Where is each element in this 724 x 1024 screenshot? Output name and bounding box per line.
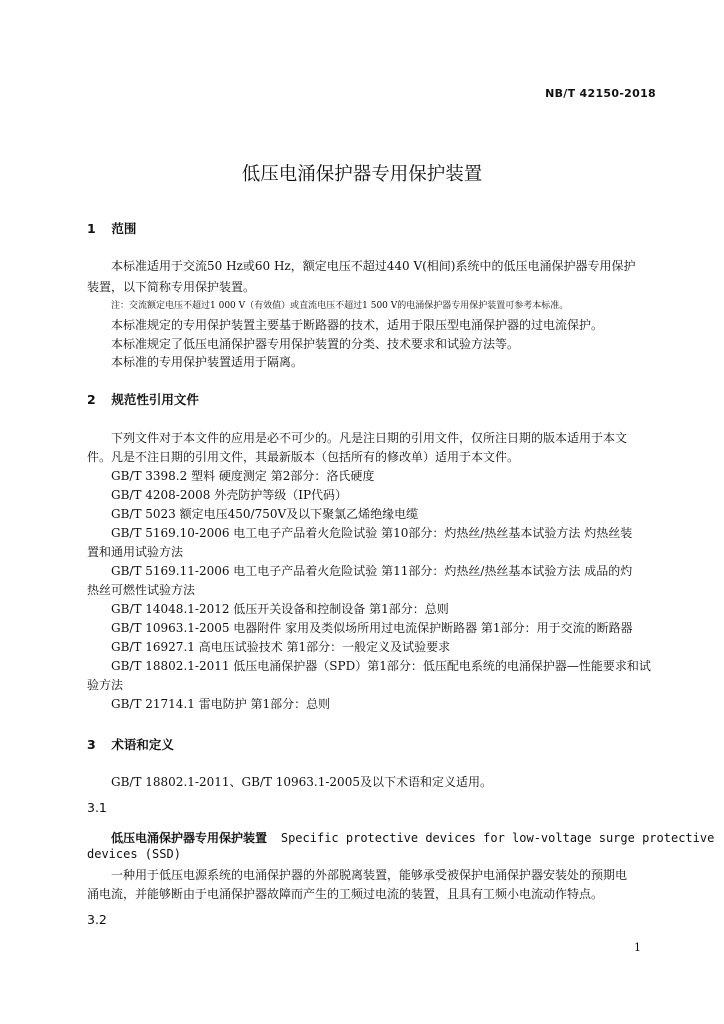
reference-item: GB/T 10963.1-2005 电器附件 家用及类似场所用过电流保护断路器 第1部分：用于交流的断路器: [111, 621, 633, 635]
section-3-heading: [87, 735, 174, 753]
section-number: 1: [87, 221, 96, 236]
reference-item: 置和通用试验方法: [87, 545, 184, 559]
paragraph: 本标准规定的专用保护装置主要基于断路器的技术，适用于限压型电涌保护器的过电流保护。: [111, 318, 604, 332]
section-1-heading: [87, 219, 136, 237]
reference-item: GB/T 14048.1-2012 低压开关设备和控制设备 第1部分：总则: [111, 602, 449, 616]
reference-item: GB/T 18802.1-2011 低压电涌保护器（SPD）第1部分：低压配电系统的电涌保护器—性能要求和试: [111, 659, 651, 673]
section-number: 2: [87, 392, 96, 407]
reference-item: GB/T 5023 额定电压450/750V及以下聚氯乙烯绝缘电缆: [111, 507, 419, 521]
reference-item: 热丝可燃性试验方法: [87, 583, 196, 597]
term-chinese: 低压电涌保护器专用保护装置: [111, 831, 268, 845]
section-title: 术语和定义: [111, 737, 174, 752]
section-title: 规范性引用文件: [111, 392, 199, 407]
page-number: 1: [634, 941, 641, 954]
subsection-number: 3.2: [87, 912, 107, 927]
reference-item: GB/T 5169.11-2006 电工电子产品着火危险试验 第11部分：灼热丝/热丝基本试验方法 成品的灼: [111, 564, 633, 578]
reference-item: 验方法: [87, 678, 124, 692]
subsection-number: 3.1: [87, 800, 107, 815]
term-english: Specific protective devices for low-voltage surge protective: [280, 831, 715, 845]
note: 注：交流额定电压不超过1 000 V（有效值）或直流电压不超过1 500 V的电涌保护器专用保护装置可参考本标准。: [111, 301, 569, 311]
section-number: 3: [87, 737, 96, 752]
reference-item: GB/T 21714.1 雷电防护 第1部分：总则: [111, 697, 331, 711]
paragraph: 本标准规定了低压电涌保护器专用保护装置的分类、技术要求和试验方法等。: [111, 337, 520, 351]
section-2-heading: [87, 390, 199, 408]
definition: 涌电流，并能够断由于电涌保护器故障而产生的工频过电流的装置，且具有工频小电流动作特点。: [87, 887, 604, 901]
paragraph: 装置，以下简称专用保护装置。: [87, 280, 256, 294]
reference-item: GB/T 5169.10-2006 电工电子产品着火危险试验 第10部分：灼热丝/热丝基本试验方法 灼热丝装: [111, 526, 633, 540]
term-heading: [111, 829, 714, 846]
section-title: 范围: [111, 221, 137, 236]
term-english-continued: devices (SSD): [87, 847, 181, 861]
paragraph: 本标准适用于交流50 Hz或60 Hz，额定电压不超过440 V(相间)系统中的低压电涌保护器专用保护: [111, 259, 636, 273]
standard-code: NB/T 42150-2018: [545, 87, 656, 100]
reference-item: GB/T 3398.2 塑料 硬度测定 第2部分：洛氏硬度: [111, 469, 375, 483]
reference-item: GB/T 16927.1 高电压试验技术 第1部分：一般定义及试验要求: [111, 640, 451, 654]
paragraph: 本标准的专用保护装置适用于隔离。: [111, 355, 304, 369]
document-title: 低压电涌保护器专用保护装置: [241, 164, 483, 185]
reference-item: GB/T 4208-2008 外壳防护等级（IP代码）: [111, 488, 348, 502]
paragraph: GB/T 18802.1-2011、GB/T 10963.1-2005及以下术语和定义适用。: [111, 775, 492, 789]
paragraph: 下列文件对于本文件的应用是必不可少的。凡是注日期的引用文件，仅所注日期的版本适用于本文: [111, 431, 628, 445]
definition: 一种用于低压电源系统的电涌保护器的外部脱离装置，能够承受被保护电涌保护器安装处的预期电: [111, 868, 628, 882]
paragraph: 件。凡是不注日期的引用文件，其最新版本（包括所有的修改单）适用于本文件。: [87, 450, 520, 464]
